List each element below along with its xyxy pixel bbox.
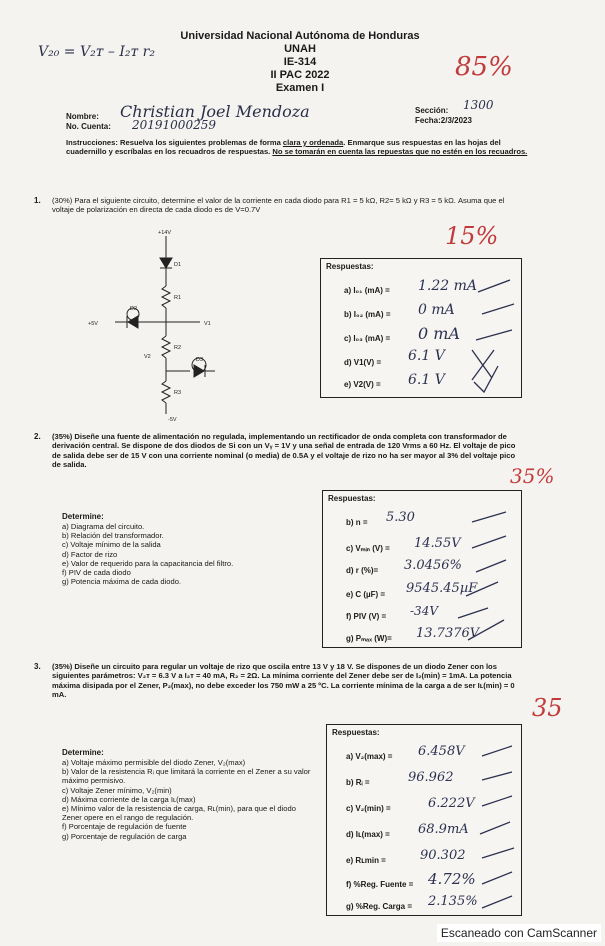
answer-value: 6.1 V bbox=[408, 372, 445, 388]
answer-label: e) V2(V) = bbox=[344, 380, 381, 389]
section-label: Sección: bbox=[415, 106, 449, 115]
answers-title-2: Respuestas: bbox=[328, 494, 376, 503]
answer-value: 14.55V bbox=[414, 536, 461, 551]
university-acronym: UNAH bbox=[284, 43, 316, 55]
answer-label: c) Vₘᵢₙ (V) = bbox=[346, 544, 390, 553]
course-code: IE-314 bbox=[283, 56, 317, 68]
grading-marks-1 bbox=[470, 278, 520, 396]
answer-value: 90.302 bbox=[420, 848, 466, 863]
answer-value: 2.135% bbox=[428, 894, 478, 909]
answer-label: e) C (µF) = bbox=[346, 590, 386, 599]
answer-value: 1.22 mA bbox=[418, 278, 478, 294]
answer-value: 6.458V bbox=[418, 744, 465, 759]
answer-value: 4.72% bbox=[428, 870, 476, 888]
answers-title-3: Respuestas: bbox=[332, 728, 380, 737]
answer-label: a) I₀₁ (mA) = bbox=[344, 286, 390, 295]
problem-1-score: 15% bbox=[445, 222, 499, 250]
answer-label: a) V₂(max) = bbox=[346, 752, 393, 761]
answer-label: c) I₀₃ (mA) = bbox=[344, 334, 391, 343]
answer-label: b) n = bbox=[346, 518, 368, 527]
handwritten-formula: V₂₀ = V₂ᴛ – I₂ᴛ r₂ bbox=[38, 44, 155, 60]
answer-value: 6.222V bbox=[428, 796, 475, 811]
answer-value: 3.0456% bbox=[404, 558, 462, 573]
account-label: No. Cuenta: bbox=[66, 122, 111, 131]
problem-3-items: a) Voltaje máximo permisible del diodo Zener, V₂(max) b) Valor de la resistencia Rᵢ que limitará la corriente en el Zener a su valor máximo permisivo. c) Voltaje Zener mínimo, V₂(min) d) Máxima corriente de la carga Iʟ(max) e) Mínimo valor de la resistencia de carga, Rʟ(min), para que el diodo Zener opere en el rango de regulación. f) Porcentaje de regulación de fuente g) Porcentaje de regulación de carga bbox=[62, 758, 311, 841]
determine-label-2: Determine: bbox=[62, 512, 104, 521]
scanner-watermark: Escaneado con CamScanner bbox=[437, 924, 601, 942]
circuit-1-diagram bbox=[80, 226, 250, 422]
problem-2-text: (35%) Diseñe una fuente de alimentación no regulada, implementando un rectificador de onda completa con transformador de derivación central. Se dispone de dos diodos de Si con un Vᵧ = 1V y una señal de entrada de 120 Vrms a 60 Hz. El voltaje de pico de salida debe ser de 15 V con una corriente nominal (o media) de 0.5A y el voltaje de rizo no ha ser mayor al 3% del voltaje pico de salida. bbox=[52, 432, 516, 470]
problem-3-text: (35%) Diseñe un circuito para regular un voltaje de rizo que oscila entre 13 V y 18 V. Se dispones de un diodo Zener con los siguientes parámetros: V₂ᴛ = 6.3 V a I₂ᴛ = 40 mA, R₂ = 2Ω. La mínima corriente del Zener debe ser de I₂(min) = 1mA. La potencia máxima disipada por el Zener, P₂(max), no debe exceder los 750 mW a 25 ºC. La corriente mínima de la carga a de ser Iʟ(min) = 0 mA. bbox=[52, 662, 515, 700]
answer-label: f) %Reg. Fuente = bbox=[346, 880, 414, 889]
problem-2-items: a) Diagrama del circuito. b) Relación del transformador. c) Voltaje mínimo de la salida d) Factor de rizo e) Valor de requerido para la capacitancia del filtro. f) PIV de cada diodo g) Potencia máxima de cada diodo. bbox=[62, 522, 234, 587]
problem-2-number: 2. bbox=[34, 432, 41, 441]
answer-label: b) Rᵢ = bbox=[346, 778, 370, 787]
problem-1-number: 1. bbox=[34, 196, 41, 205]
grading-marks-3 bbox=[476, 744, 520, 914]
svg-text:D1: D1 bbox=[174, 262, 182, 268]
answer-label: g) Pₘₐₓ (W)= bbox=[346, 634, 392, 643]
svg-text:R2: R2 bbox=[174, 345, 182, 351]
grading-marks-2 bbox=[448, 510, 512, 644]
section-value: 1300 bbox=[463, 98, 494, 112]
answer-value: 5.30 bbox=[386, 510, 415, 525]
instructions: Instrucciones: Resuelva los siguientes problemas de forma clara y ordenada. Enmarque sus respuestas en las hojas del cuadernillo y escríbalas en los recuadros de respuestas. No se tomarán en cuenta las repuestas que no estén en los recuadros. bbox=[66, 138, 528, 157]
student-name: Christian Joel Mendoza bbox=[120, 102, 310, 121]
answer-value: 0 mA bbox=[418, 302, 455, 318]
answer-value: -34V bbox=[410, 604, 438, 618]
svg-text:+5V: +5V bbox=[88, 321, 98, 327]
svg-text:V2: V2 bbox=[144, 354, 151, 360]
answer-value: 68.9mA bbox=[418, 822, 469, 837]
period: II PAC 2022 bbox=[270, 69, 330, 81]
exam-title: Examen I bbox=[275, 82, 325, 94]
answer-value: 13.7376V bbox=[416, 626, 480, 641]
svg-text:R1: R1 bbox=[174, 295, 182, 301]
svg-text:R3: R3 bbox=[174, 390, 182, 396]
answer-value: 96.962 bbox=[408, 770, 454, 785]
svg-text:+14V: +14V bbox=[158, 230, 171, 236]
answers-title-1: Respuestas: bbox=[326, 262, 374, 271]
determine-label-3: Determine: bbox=[62, 748, 104, 757]
answer-label: d) r (%)= bbox=[346, 566, 379, 575]
svg-text:D3: D3 bbox=[196, 357, 204, 363]
answer-label: g) %Reg. Carga = bbox=[346, 902, 413, 911]
overall-grade: 85% bbox=[455, 52, 513, 82]
answer-value: 0 mA bbox=[418, 324, 460, 343]
answer-label: d) Iʟ(max) = bbox=[346, 830, 390, 839]
university-name: Universidad Nacional Autónoma de Honduras bbox=[180, 30, 420, 42]
diode-d1-icon bbox=[160, 258, 172, 268]
answer-label: f) PIV (V) = bbox=[346, 612, 387, 621]
problem-3-number: 3. bbox=[34, 662, 41, 671]
answer-label: d) V1(V) = bbox=[344, 358, 382, 367]
answer-value: 6.1 V bbox=[408, 348, 445, 364]
problem-1-text: (30%) Para el siguiente circuito, determine el valor de la corriente en cada diodo para R1 = 5 kΩ, R2= 5 kΩ y R3 = 5 kΩ. Asuma que el voltaje de polarización en directa de cada diodo es de V=0.7V bbox=[52, 196, 505, 215]
svg-text:D2: D2 bbox=[130, 306, 138, 312]
svg-text:-5V: -5V bbox=[168, 417, 177, 422]
problem-3-score: 35 bbox=[532, 694, 563, 722]
answer-value: 9545.45µF bbox=[406, 581, 478, 596]
answer-label: c) V₂(min) = bbox=[346, 804, 391, 813]
answer-label: b) I₀₂ (mA) = bbox=[344, 310, 391, 319]
problem-2-score: 35% bbox=[510, 464, 555, 488]
answer-label: e) Rʟmin = bbox=[346, 856, 386, 865]
svg-text:V1: V1 bbox=[204, 321, 211, 327]
date-text: Fecha:2/3/2023 bbox=[415, 116, 472, 125]
name-label: Nombre: bbox=[66, 112, 99, 121]
account-number: 20191000259 bbox=[132, 118, 216, 132]
